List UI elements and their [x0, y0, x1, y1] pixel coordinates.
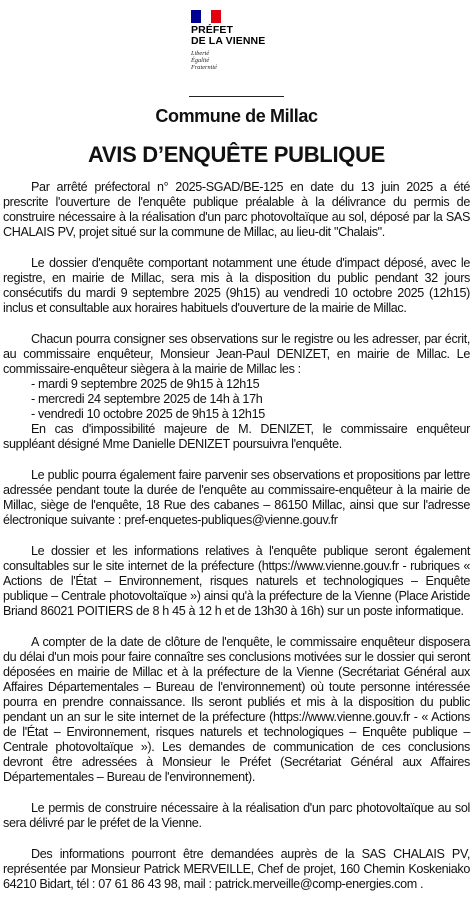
paragraph-substitute: En cas d'impossibilité majeure de M. DENIZET, le commissaire enquêteur suppléant désigné Mme Danielle DENIZET poursuivra l'enquête.: [3, 422, 470, 451]
paragraph-dossier: Le dossier d'enquête comportant notamment une étude d'impact déposé, avec le registre, en mairie de Millac, sera mis à la disposition du public pendant 32 jours consécutifs du mardi 9 septembre 2025 (9h15) au vendredi 10 octobre 2025 (12h15) inclus et consultable aux horaires habituels d'ouverture de la mairie de Millac.: [3, 256, 470, 315]
paragraph-observations: Chacun pourra consigner ses observations sur le registre ou les adresser, par écrit, au commissaire enquêteur, Monsieur Jean-Paul DENIZET, en mairie de Millac. Le commissaire-enquêteur siègera à la mairie de Millac les :: [3, 332, 470, 376]
paragraph-contact: Des informations pourront être demandées auprès de la SAS CHALAIS PV, représentée par Monsieur Patrick MERVEILLE, Chef de projet, 160 Chemin Koskeniako 64210 Bidart, tél : 07 61 86 43 98, mail : patrick.merveille@comp-energies.com .: [3, 847, 470, 891]
motto-egalite: Égalité: [191, 57, 210, 64]
notice-body: [3, 180, 470, 908]
marianne-flag-icon: [191, 10, 221, 23]
list-item: - mardi 9 septembre 2025 de 9h15 à 12h15: [31, 377, 260, 391]
prefecture-logo: [191, 10, 291, 71]
paragraph-conclusions: A compter de la date de clôture de l'enquête, le commissaire enquêteur disposera du délai d'un mois pour faire connaître ses conclusions motivées sur le dossier qui seront déposées en mairie de Millac et à la préfecture de la Vienne (Secrétariat Général aux Affaires Départementales – Bureau de l'environnement) où toute personne intéressée pourra en prendre connaissance. Ils seront publiés et mis à la disposition du public pendant un an sur le site internet de la préfecture (https://www.vienne.gouv.fr - « Actions de l'État – Environnement, risques naturels et technologiques – Enquête publique – Centrale photovoltaïque »). Les demandes de communication de ces conclusions devront être adressées à Monsieur le Préfet (Secrétariat Général aux Affaires Départementales – Bureau de l'environnement).: [3, 635, 470, 784]
list-item: - mercredi 24 septembre 2025 de 14h à 17h: [31, 392, 263, 406]
motto-fraternite: Fraternité: [191, 64, 217, 71]
paragraph-website: Le dossier et les informations relatives à l'enquête publique seront également consultables sur le site internet de la préfecture (https://www.vienne.gouv.fr - rubriques « Actions de l'État – Environnement, risques naturels et technologiques – Enquête publique – Centrale photovoltaïque ») ainsi qu'à la préfecture de la Vienne (Place Aristide Briand 86021 POITIERS de 8 h 45 à 12 h et de 13h30 à 16h) sur un poste informatique.: [3, 544, 470, 618]
motto-liberte: Liberté: [191, 50, 210, 57]
logo-prefet: PRÉFET: [191, 24, 234, 36]
commune-title: Commune de Millac: [155, 106, 318, 126]
paragraph-letters: Le public pourra également faire parvenir ses observations et propositions par lettre adressée pendant toute la durée de l'enquête au commissaire-enquêteur à la mairie de Millac, siège de l'enquête, 18 Rue des cabanes – 86150 Millac, ainsi que sur l'adresse électronique suivante : pref-enquetes-publiques@vienne.gouv.fr: [3, 468, 470, 527]
list-item: - vendredi 10 octobre 2025 de 9h15 à 12h15: [31, 407, 265, 421]
paragraph-permit: Le permis de construire nécessaire à la réalisation d'un parc photovoltaïque au sol sera délivré par le préfet de la Vienne.: [3, 801, 470, 830]
title-divider: [189, 96, 284, 97]
logo-vienne: DE LA VIENNE: [191, 35, 266, 47]
paragraph-decree: Par arrêté préfectoral n° 2025-SGAD/BE-125 en date du 13 juin 2025 a été prescrite l'ouverture de l'enquête publique préalable à la délivrance du permis de construire nécessaire à la réalisation d'un parc photovoltaïque au sol, déposé par la SAS CHALAIS PV, projet situé sur la commune de Millac, au lieu-dit "Chalais".: [3, 180, 470, 239]
notice-title: AVIS D’ENQUÊTE PUBLIQUE: [87, 142, 386, 167]
